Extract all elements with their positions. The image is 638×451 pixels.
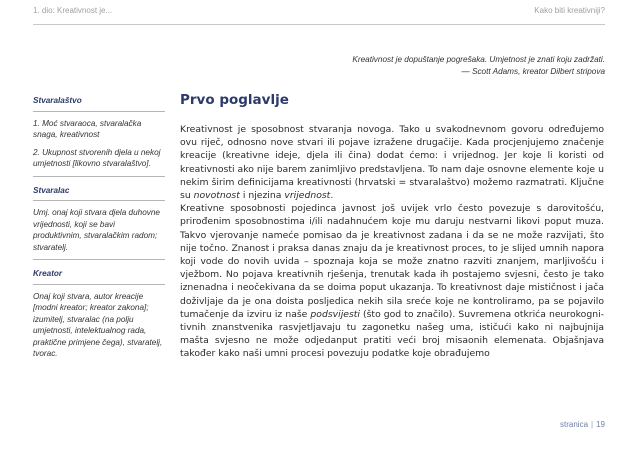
- divider: [33, 176, 165, 177]
- emphasis: vrijednost: [284, 190, 331, 202]
- epigraph-attribution: — Scott Adams, kreator Dilbert stripova: [461, 67, 605, 76]
- glossary-sidebar: [33, 95, 165, 366]
- glossary-definition: 2. Ukupnost stvorenih djela u nekoj umjetnosti [likovno stvaralaštvo].: [33, 147, 161, 168]
- epigraph-quote: Kreativnost je dopuštanje pogrešaka. Umjetnost je znati koju zadržati.: [352, 55, 605, 64]
- main-content: [180, 92, 604, 361]
- glossary-definition: Onaj koji stvara, autor kreacije [modni kreator; kreator zakona]; izumitelj, stvaralac (na polju umjetnosti, intelektualnog rada, praktične primjene čega), stvaratelj, tvorac.: [33, 291, 163, 358]
- glossary-term: Stvaralac: [33, 185, 165, 202]
- footer-separator: |: [591, 420, 594, 429]
- epigraph: [225, 54, 605, 78]
- page-footer: [560, 420, 605, 429]
- glossary-entry-stvaralastvo: [33, 95, 165, 170]
- glossary-entry-kreator: [33, 268, 165, 360]
- running-header: [33, 6, 605, 25]
- glossary-definition: 1. Moć stvaraoca, stvaralačka snaga, kreativnost: [33, 118, 142, 139]
- glossary-term: Kreator: [33, 268, 165, 285]
- emphasis: novotnost: [193, 190, 240, 202]
- body-paragraph: Kreativne sposobnosti pojedinca javnost još uvijek vrlo često povezuje s darovitošću, prirođenim sposobnostima i/ili nadahnućem koje mu daruju nestvarni likovi poput muza. Takvo vjerovanje nameće pomisao da je kreativnost zadana i da se ne može razvijati, što nije točno. Znanost i praksa danas znaju da je kreativnost proces, to je slijed umnih napora koji vode do novih uvida – spoznaja koja se može znatno razviti znanjem, marljivošću i vježbom. No pojava kreativnih rješenja, trenutak kada ih postajemo svjesni, često je tako iznenadna i neočekivana da se doima poput ukazanja. To kreativnost daje mističnost i jača doživljaje da je ona doista posljedica nekih sila sreće koje ne kontroliramo, pa se pojavilo tumačenje da izviru iz naše podsvijesti (što god to značilo). Suvremena otkrića neurokognitivnih znanstvenika rasvjetljavaju tu zagonetku našeg uma, ističući kako ni najbujnija mašta svjesno ne može odjedanput pratiti veći broj misaonih elemenata. Objašnjava također kako naši umni procesi povezuju podatke koje obrađujemo: [180, 203, 604, 360]
- emphasis: podsvijesti: [310, 308, 360, 320]
- header-part-title: 1. dio: Kreativnost je...: [33, 6, 113, 15]
- chapter-title: Prvo poglavlje: [180, 92, 289, 108]
- body-paragraph: Kreativnost je sposobnost stvaranja novoga. Tako u svakodnevnom govoru određujemo ovu riječ, odnosno nove stvari ili pojave izražene drugačije. Kada procjenjujemo značenje kreacije (kreativne ideje, djela ili čina) dodat ćemo: i vrijednog. Jer koje li koristi od kreativnosti ako nije barem zanimljivo predstavljena. To nam daje osnovne elemente koje u nekim širim definicijama kreativnosti (hrvatski = stvaralaštvo) možemo razmatrati. Ključne su novotnost i njezina vrijednost.: [180, 124, 604, 202]
- header-book-title: Kako biti kreativniji?: [534, 6, 605, 15]
- glossary-term: Stvaralaštvo: [33, 95, 165, 112]
- page-label: stranica: [560, 420, 589, 429]
- glossary-entry-stvaralac: [33, 185, 165, 254]
- divider: [33, 259, 165, 260]
- glossary-definition: Umj. onaj koji stvara djela duhovne vrijednosti, koji se bavi produktivnim, stvaralačkim radom; stvaratelj.: [33, 208, 160, 252]
- page-number: 19: [596, 420, 605, 429]
